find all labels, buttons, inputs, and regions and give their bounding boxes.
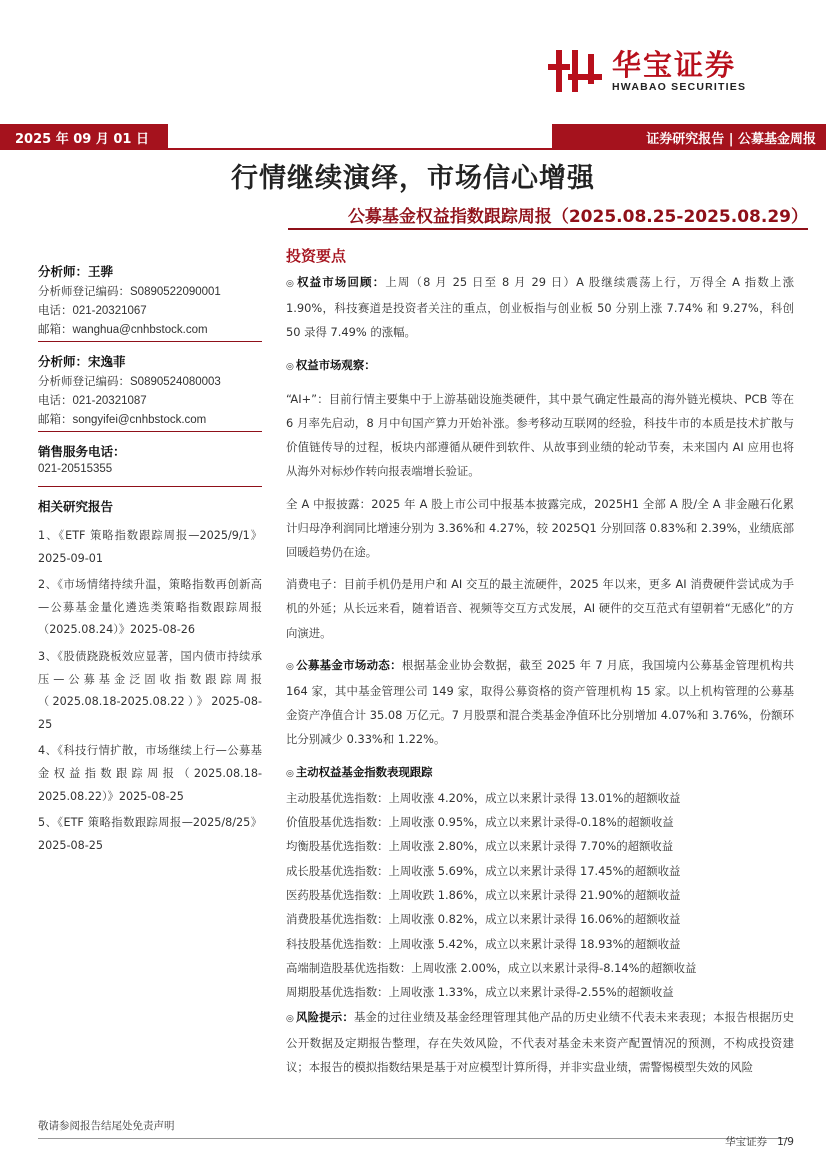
observation-a-share: 全 A 中报披露：2025 年 A 股上市公司中报基本披露完成，2025H1 全部 A 股/全 A 非金融石化累计归母净利润同比增速分别为 3.36%和 4.27%，较 2025Q1 分别回落 0.83%和 2.39%，业绩底部回暖趋势仍在途。 [286,496,794,560]
active-heading [286,760,794,786]
fund-keyword: 公募基金市场动态： [296,657,402,672]
page-title: 行情继续演绎，市场信心增强 [231,163,595,194]
related-title: 相关研究报告 [38,499,114,514]
fund-text: 根据基金业协会数据，截至 2025 年 7 月底，我国境内公募基金管理机构共 164 家，其中基金管理公司 149 家，取得公募资格的资产管理机构 15 家。以上机构管理的公募基金资产净值合计 35.08 万亿元。7 月股票和混合类基金净值环比分别增加 4.07%和 3.76%，份额环比分别减少 0.33%和 1.22%。 [286,657,794,747]
analyst-name: 分析师：宋逸菲 [38,354,126,369]
left-column [38,262,262,861]
analyst-reg: S0890524080003 [130,376,221,388]
analyst-block [38,262,262,339]
risk-paragraph [286,1005,794,1080]
analyst-phone-label: 电话： [38,393,73,407]
related-item[interactable]: 2、《市场情绪持续升温，策略指数再创新高—公募基金量化遴选类策略指数跟踪周报（2025.08.24）》2025-08-26 [38,578,262,637]
analyst-phone-label: 电话： [38,303,73,317]
logo-text-en: HWABAO SECURITIES [612,81,747,93]
section-title: 投资要点 [286,247,347,265]
fund-paragraph [286,653,794,752]
index-line: 医药股基优选指数：上周收跌 1.86%，成立以来累计录得 21.90%的超额收益 [286,888,681,903]
footer-company: 华宝证券 [725,1136,768,1148]
analyst-email-label: 邮箱： [38,322,73,336]
index-list [286,786,794,1005]
bullet-icon: ◎ [286,768,294,779]
bullet-icon: ◎ [286,661,295,672]
observation-heading [286,353,794,379]
index-line: 周期股基优选指数：上周收涨 1.33%，成立以来累计录得-2.55%的超额收益 [286,985,674,1000]
bullet-icon: ◎ [286,279,296,289]
related-item[interactable]: 3、《股债跷跷板效应显著，国内债市持续承压—公募基金泛固收指数跟踪周报（2025.08.18-2025.08.22）》2025-08-25 [38,649,262,731]
page-number: 1/9 [777,1136,794,1148]
index-line: 主动股基优选指数：上周收涨 4.20%，成立以来累计录得 13.01%的超额收益 [286,790,681,805]
related-item[interactable]: 4、《科技行情扩散，市场继续上行—公募基金权益指数跟踪周报（2025.08.18-2025.08.22）》2025-08-25 [38,744,262,803]
footer-meta [725,1134,794,1149]
main-column [286,246,794,1087]
company-logo [548,48,778,94]
risk-keyword: 风险提示： [296,1009,354,1024]
bullet-icon: ◎ [286,1013,295,1024]
related-list [38,525,262,857]
logo-mark-icon [548,48,604,94]
page-subtitle: 公募基金权益指数跟踪周报（2025.08.25-2025.08.29） [347,207,808,227]
active-keyword: 主动权益基金指数表现跟踪 [295,764,433,779]
header-bar [0,124,826,150]
footer-disclaimer: 敬请参阅报告结尾处免责声明 [38,1120,175,1132]
analyst-name: 分析师：王骅 [38,264,114,279]
analyst-phone: 021-20321067 [72,305,147,317]
review-text: 上周（8 月 25 日至 8 月 29 日）A 股继续震荡上行，万得全 A 指数上涨 1.90%，科技赛道是投资者关注的重点，创业板指与创业板 50 分别上涨 7.74% 和 9.27%，科创 50 录得 7.49% 的涨幅。 [286,275,794,340]
report-date: 2025 年 09 月 01 日 [15,132,149,147]
review-paragraph [286,270,794,345]
index-line: 科技股基优选指数：上周收涨 5.42%，成立以来累计录得 18.93%的超额收益 [286,936,681,951]
bullet-icon: ◎ [286,361,294,372]
report-type: 证券研究报告 | 公募基金周报 [646,132,816,147]
logo-text-cn: 华宝证券 [612,48,737,82]
analyst-email[interactable]: songyifei@cnhbstock.com [72,414,207,426]
index-line: 均衡股基优选指数：上周收涨 2.80%，成立以来累计录得 7.70%的超额收益 [286,839,674,854]
index-line: 价值股基优选指数：上周收涨 0.95%，成立以来累计录得-0.18%的超额收益 [286,815,674,830]
index-line: 消费股基优选指数：上周收涨 0.82%，成立以来累计录得 16.06%的超额收益 [286,912,681,927]
analyst-phone: 021-20321087 [72,395,147,407]
related-item[interactable]: 5、《ETF 策略指数跟踪周报—2025/8/25》2025-08-25 [38,816,262,852]
analyst-reg-label: 分析师登记编码： [38,374,130,388]
analyst-email-label: 邮箱： [38,412,73,426]
review-keyword: 权益市场回顾： [297,275,386,289]
analyst-block [38,352,262,429]
observation-ai: “AI+”：目前行情主要集中于上游基础设施类硬件，其中景气确定性最高的海外链光模块、PCB 等在 6 月率先启动，8 月中旬国产算力开始补涨。参考移动互联网的经验，科技牛市的本质是技术扩散与价值链传导的过程，板块内部遵循从硬件到软件、从故事到业绩的轮动节奏，未来国内 AI 应用也将从海外对标炒作转向报表端增长验证。 [286,391,794,479]
analyst-reg: S0890522090001 [130,286,221,298]
analyst-email[interactable]: wanghua@cnhbstock.com [72,324,208,336]
related-item[interactable]: 1、《ETF 策略指数跟踪周报—2025/9/1》2025-09-01 [38,529,262,565]
observation-consumer-electronics: 消费电子：目前手机仍是用户和 AI 交互的最主流硬件，2025 年以来，更多 AI 消费硬件尝试成为手机的外延；从长远来看，随着语音、视频等交互方式发展，AI 硬件的交互范式有望朝着“无感化”的方向演进。 [286,577,794,640]
analyst-reg-label: 分析师登记编码： [38,284,130,298]
observation-keyword: 权益市场观察： [295,357,376,372]
risk-text: 基金的过往业绩及基金经理管理其他产品的历史业绩不代表未来表现；本报告根据历史公开数据及定期报告整理，存在失效风险，不代表对基金未来资产配置情况的预测，不构成投资建议；本报告的模拟指数结果是基于对应模型计算所得，并非实盘业绩，需警惕模型失效的风险 [286,1009,794,1074]
index-line: 成长股基优选指数：上周收涨 5.69%，成立以来累计录得 17.45%的超额收益 [286,863,681,878]
index-line: 高端制造股基优选指数：上周收涨 2.00%，成立以来累计录得-8.14%的超额收益 [286,960,697,975]
sales-phone: 021-20515355 [38,463,113,475]
sales-title: 销售服务电话： [38,444,126,459]
